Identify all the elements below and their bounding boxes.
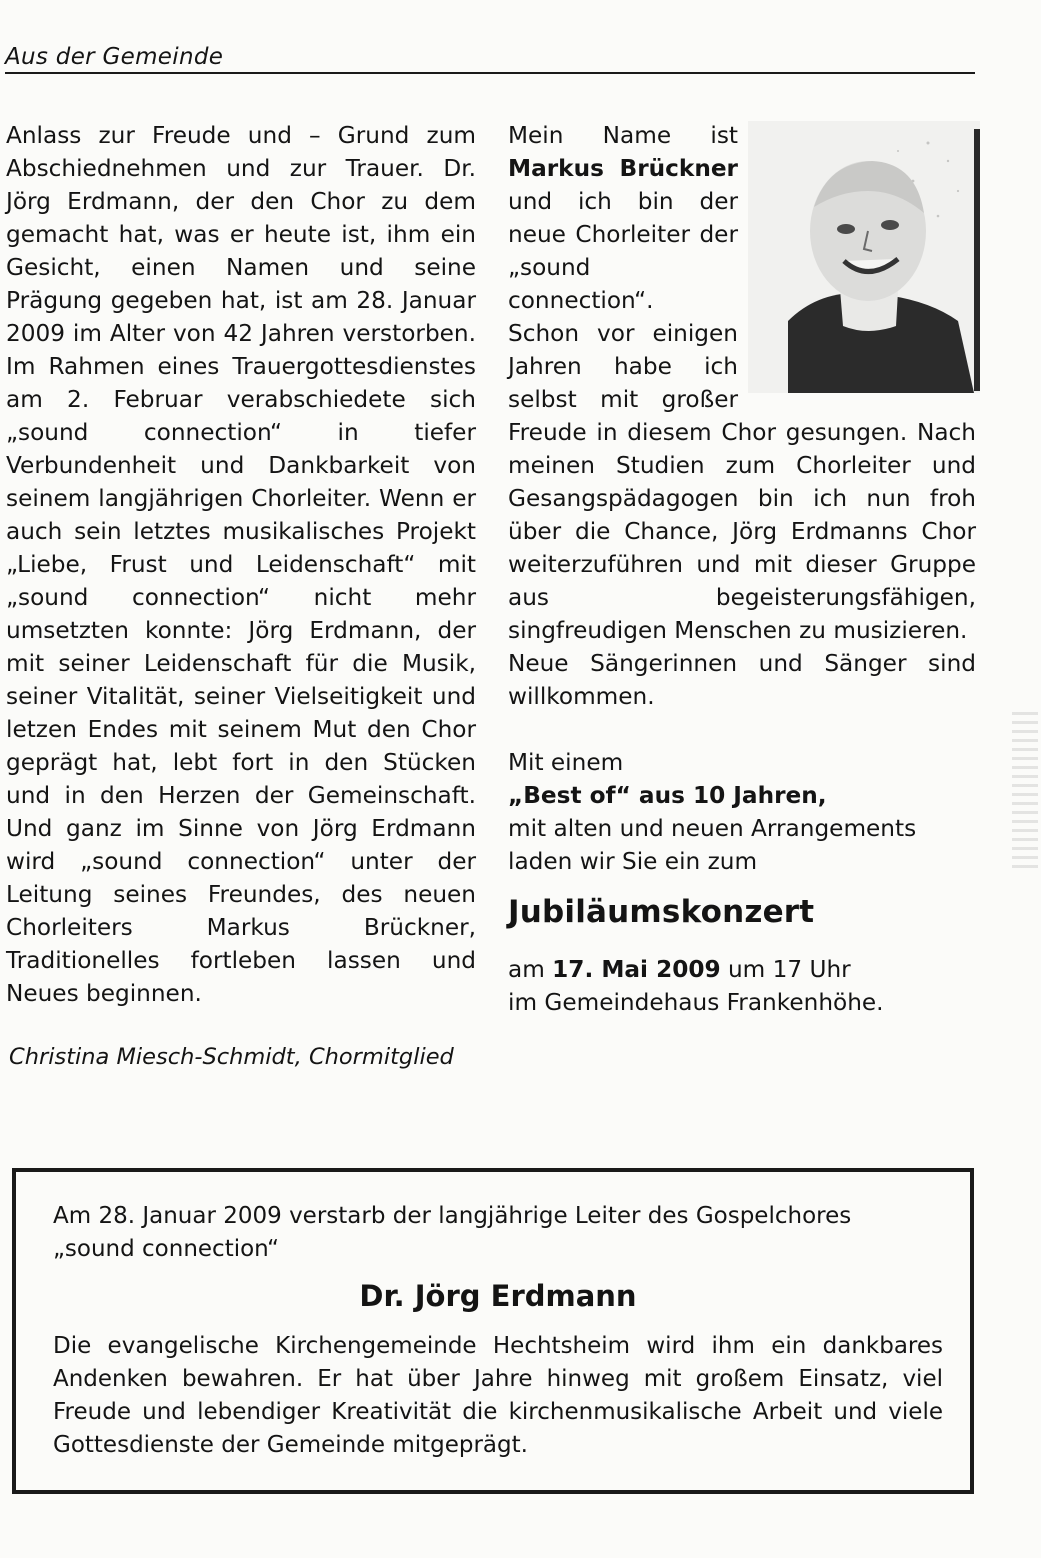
concert-date-line [508, 953, 976, 986]
invite-line: mit alten und neuen Arrangements [508, 815, 917, 842]
invite-line: laden wir Sie ein zum [508, 848, 758, 875]
background-paragraph: Schon vor einigen Jahren habe ich selbst mit großer Freude in diesem Chor gesungen. Nach meinen Studien zum Chorleiter und Gesangspädagogen bin ich nun froh über die Chance, Jörg Erdmanns Chor weiterzuführen und mit dieser Gruppe aus begeisterungsfähigen, singfreudigen Menschen zu musizieren. [508, 320, 976, 644]
memorial-notice-box [12, 1168, 974, 1494]
portrait-image-icon [748, 121, 980, 393]
welcome-paragraph: Neue Sängerinnen und Sänger sind willkommen. [508, 650, 976, 710]
concert-venue: im Gemeindehaus Frankenhöhe. [508, 989, 884, 1016]
article-signature: Christina Miesch-Schmidt, Chormitglied [9, 1044, 454, 1070]
portrait-photo [748, 121, 980, 393]
intro-rest: und ich bin der neue Chorleiter der „sound connection“. [508, 188, 738, 314]
scan-edge-artifact [1012, 712, 1038, 872]
concert-invitation [508, 746, 976, 878]
memorial-name: Dr. Jörg Erdmann [359, 1279, 637, 1313]
section-title: Aus der Gemeinde [5, 44, 224, 70]
date-prefix: am [508, 956, 545, 983]
concert-details [508, 953, 976, 1019]
concert-time: um 17 Uhr [727, 956, 851, 983]
invite-line: Mit einem [508, 749, 624, 776]
page-header [5, 44, 975, 74]
conductor-name: Markus Brückner [508, 155, 738, 182]
concert-date: 17. Mai 2009 [552, 956, 721, 983]
memorial-body: Die evangelische Kirchengemeinde Hechtsheim wird ihm ein dankbares Andenken bewahren. Er hat über Jahre hinweg mit großem Einsatz, viel Freude und lebendiger Kreativität die kirchenmusikalische Arbeit und viele Gottesdienste der Gemeinde mitgeprägt. [53, 1333, 943, 1458]
article-left-column [6, 119, 476, 1010]
intro-prefix: Mein Name ist [508, 122, 738, 149]
memorial-choir-name: „sound connection“ [53, 1236, 280, 1262]
article-paragraph: Anlass zur Freude und – Grund zum Abschiednehmen und zur Trauer. Dr. Jörg Erdmann, der den Chor zu dem gemacht hat, was er heute ist, ihm ein Gesicht, einen Namen und seine Prägung gegeben hat, ist am 28. Januar 2009 im Alter von 42 Jahren verstorben. Im Rahmen eines Trauergottesdienstes am 2. Februar verabschiedete sich „sound connection“ in tiefer Verbundenheit und Dankbarkeit von seinem langjährigen Chorleiter. Wenn er auch sein letztes musikalisches Projekt „Liebe, Frust und Leidenschaft“ mit „sound connection“ nicht mehr umsetzten konnte: Jörg Erdmann, der mit seiner Leidenschaft für die Musik, seiner Vitalität, seiner Vielseitigkeit und letzen Endes mit seinem Mut den Chor geprägt hat, lebt fort in den Stücken und in den Herzen der Gemeinschaft. Und ganz im Sinne von Jörg Erdmann wird „sound connection“ unter der Leitung seines Freundes, des neuen Chorleiters Markus Brückner, Traditionelles fortleben lassen und Neues beginnen. [6, 122, 476, 1007]
memorial-line: Am 28. Januar 2009 verstarb der langjährige Leiter des Gospelchores [53, 1203, 852, 1229]
photo-border [974, 129, 980, 391]
article-right-column [508, 119, 976, 1019]
concert-title: Jubiläumskonzert [508, 894, 815, 930]
best-of-line: „Best of“ aus 10 Jahren, [508, 782, 827, 809]
